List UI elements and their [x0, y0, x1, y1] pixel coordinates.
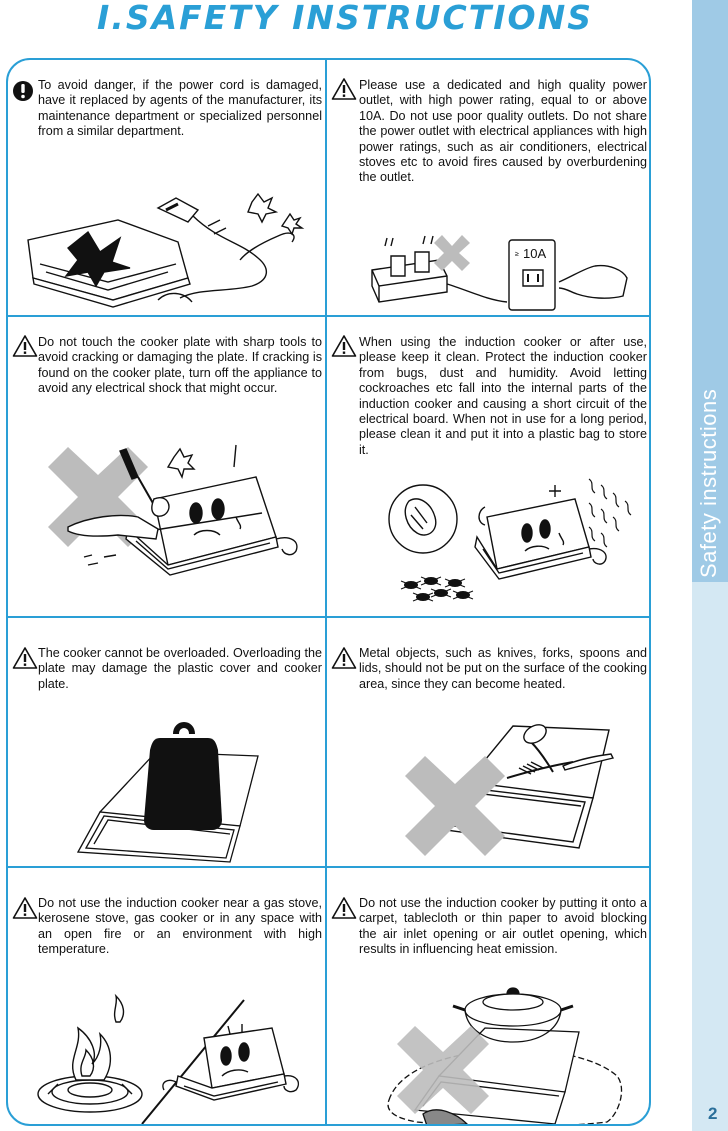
svg-text:≥: ≥: [515, 251, 519, 258]
gas-stove-illustration: [8, 964, 325, 1126]
instruction-cell-metal-objects: [327, 618, 651, 866]
warning-triangle-icon: [12, 334, 38, 358]
exclamation-icon: [12, 80, 34, 102]
instruction-text: Do not use the induction cooker near a gas stove, kerosene stove, gas cooker or in any space with an open fire or an environment with high temperature.: [38, 896, 322, 957]
outlet-rating-label: 10A: [523, 246, 547, 261]
keep-clean-illustration: [327, 477, 651, 616]
sharp-tools-illustration: [8, 417, 325, 616]
side-tab-label: Safety instructions: [696, 388, 721, 578]
instruction-cell-power-outlet: [327, 60, 651, 315]
warning-triangle-icon: [12, 896, 38, 920]
warning-triangle-icon: [331, 646, 357, 670]
overload-weight-illustration: [8, 702, 325, 866]
instruction-text: Do not use the induction cooker by putting it onto a carpet, tablecloth or thin paper to avoid blocking the air inlet opening or air outlet opening, which results in influencing heat emission.: [359, 896, 647, 957]
instruction-text: To avoid danger, if the power cord is damaged, have it replaced by agents of the manufacturer, its maintenance department or specialized personnel from a similar department.: [38, 78, 322, 139]
instruction-cell-overloading: [8, 618, 325, 866]
instruction-cell-carpet: [327, 868, 651, 1126]
damaged-cord-illustration: [8, 180, 325, 315]
warning-triangle-icon: [331, 334, 357, 358]
instruction-cell-sharp-tools: [8, 317, 325, 616]
instruction-cell-power-cord: [8, 60, 325, 315]
instruction-grid: [6, 58, 651, 1126]
instruction-cell-keep-clean: [327, 317, 651, 616]
carpet-illustration: [327, 964, 651, 1126]
power-strip-illustration: [327, 230, 651, 315]
instruction-text: The cooker cannot be overloaded. Overloading the plate may damage the plastic cover and cooker plate.: [38, 646, 322, 691]
instruction-text: Please use a dedicated and high quality power outlet, with high power rating, equal to or above 10A. Do not use poor quality outlets. Do not share the power outlet with electrical appliances with high power ratings, such as air conditioners, electrical stoves etc to avoid fires caused by overburdening the outlet.: [359, 78, 647, 185]
instruction-text: Do not touch the cooker plate with sharp tools to avoid cracking or damaging the plate. If cracking is found on the cooker plate, turn off the appliance to avoid any electrical shock that might occur.: [38, 335, 322, 396]
metal-objects-illustration: [327, 702, 651, 866]
instruction-text: Metal objects, such as knives, forks, spoons and lids, should not be put on the surface of the cooking area, since they can become heated.: [359, 646, 647, 691]
instruction-cell-open-fire: [8, 868, 325, 1126]
warning-triangle-icon: [331, 77, 357, 101]
warning-triangle-icon: [331, 896, 357, 920]
page-number: 2: [708, 1104, 718, 1123]
instruction-text: When using the induction cooker or after use, please keep it clean. Protect the induction cooker from bugs, dust and humidity. Avoid letting cockroaches etc fall into the internal parts of the induction cooker and causing a short circuit of the electrical board. When not in use for a long period, please clean it and put it into a plastic bag to store it.: [359, 335, 647, 457]
page-title: I.SAFETY INSTRUCTIONS: [97, 0, 593, 37]
warning-triangle-icon: [12, 646, 38, 670]
side-tab: [692, 0, 728, 1131]
